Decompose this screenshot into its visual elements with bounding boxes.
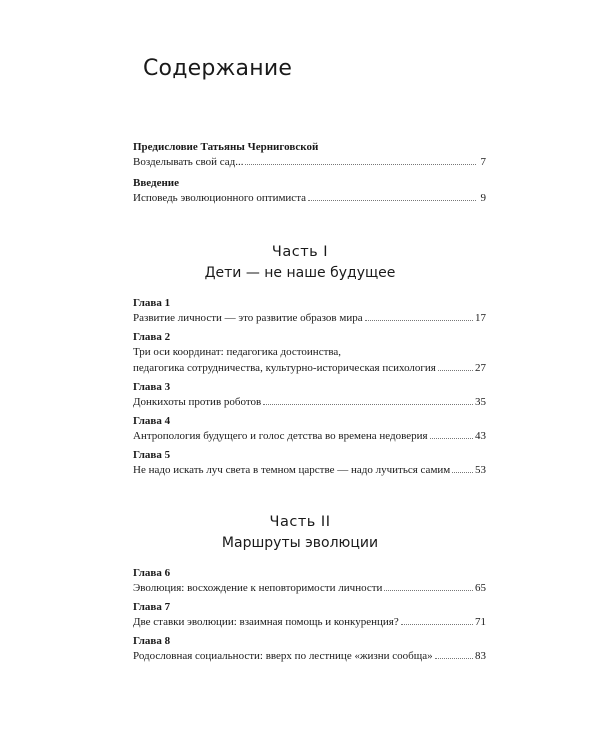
dot-leader [430,438,473,439]
toc-entry-chapter-3[interactable] [133,380,486,410]
entry-text: Исповедь эволюционного оптимиста [133,192,307,204]
entry-line [133,154,486,170]
entry-text: Возделывать свой сад... [133,156,244,168]
dot-leader [452,472,473,473]
chapter-label: Глава 1 [133,297,171,309]
dot-leader [438,370,473,371]
entry-text: Донкихоты против роботов [133,396,262,408]
chapter-label: Глава 8 [133,635,171,647]
entry-text: Родословная социальности: вверх по лестнице «жизни сообща» [133,650,433,662]
page-number: 17 [475,312,486,324]
chapter-label: Глава 2 [133,331,171,343]
chapter-label: Глава 4 [133,415,171,427]
entry-line [133,614,486,630]
toc-entry-chapter-7[interactable] [133,600,486,630]
page-number: 27 [475,362,486,374]
toc-entry-introduction[interactable] [133,176,486,206]
page-number: 9 [480,192,486,204]
dot-leader [435,658,473,659]
toc-entry-chapter-2[interactable] [133,330,486,376]
entry-line [133,394,486,410]
dot-leader [401,624,473,625]
toc-entry-preface[interactable] [133,140,486,170]
toc-entry-chapter-5[interactable] [133,448,486,478]
dot-leader [245,164,476,165]
entry-line [133,580,486,596]
part-2-subtitle: Маршруты эволюции [221,535,379,551]
dot-leader [308,200,476,201]
entry-line [133,462,486,478]
page-number: 7 [480,156,486,168]
page-number: 83 [475,650,486,662]
chapter-label: Глава 6 [133,567,171,579]
toc-entry-chapter-6[interactable] [133,566,486,596]
entry-text: педагогика сотрудничества, культурно-историческая психология [133,362,436,374]
entry-text: Три оси координат: педагогика достоинства, [133,346,342,358]
entry-line [133,648,486,664]
part-1-subtitle: Дети — не наше будущее [204,265,396,281]
chapter-label: Глава 5 [133,449,171,461]
toc-entry-chapter-4[interactable] [133,414,486,444]
dot-leader [263,404,473,405]
entry-text: Две ставки эволюции: взаимная помощь и конкуренция? [133,616,399,628]
page-number: 35 [475,396,486,408]
page-number: 71 [475,616,486,628]
part-2-label: Часть II [269,514,331,530]
page-number: 65 [475,582,486,594]
entry-text: Антропология будущего и голос детства во времена недоверия [133,430,428,442]
toc-entry-chapter-8[interactable] [133,634,486,664]
toc-entry-chapter-1[interactable] [133,296,486,326]
entry-line [133,428,486,444]
page-title: Содержание [143,56,293,81]
dot-leader [384,590,473,591]
entry-heading: Введение [133,177,180,189]
page-number: 43 [475,430,486,442]
entry-line [133,360,486,376]
entry-text: Эволюция: восхождение к неповторимости личности [133,582,383,594]
entry-line [133,190,486,206]
entry-text: Развитие личности — это развитие образов мира [133,312,363,324]
page-number: 53 [475,464,486,476]
dot-leader [365,320,473,321]
entry-heading: Предисловие Татьяны Черниговской [133,141,319,153]
entry-text: Не надо искать луч света в темном царстве — надо лучиться самим [133,464,451,476]
chapter-label: Глава 3 [133,381,171,393]
entry-line [133,310,486,326]
part-1-label: Часть I [271,244,329,260]
chapter-label: Глава 7 [133,601,171,613]
